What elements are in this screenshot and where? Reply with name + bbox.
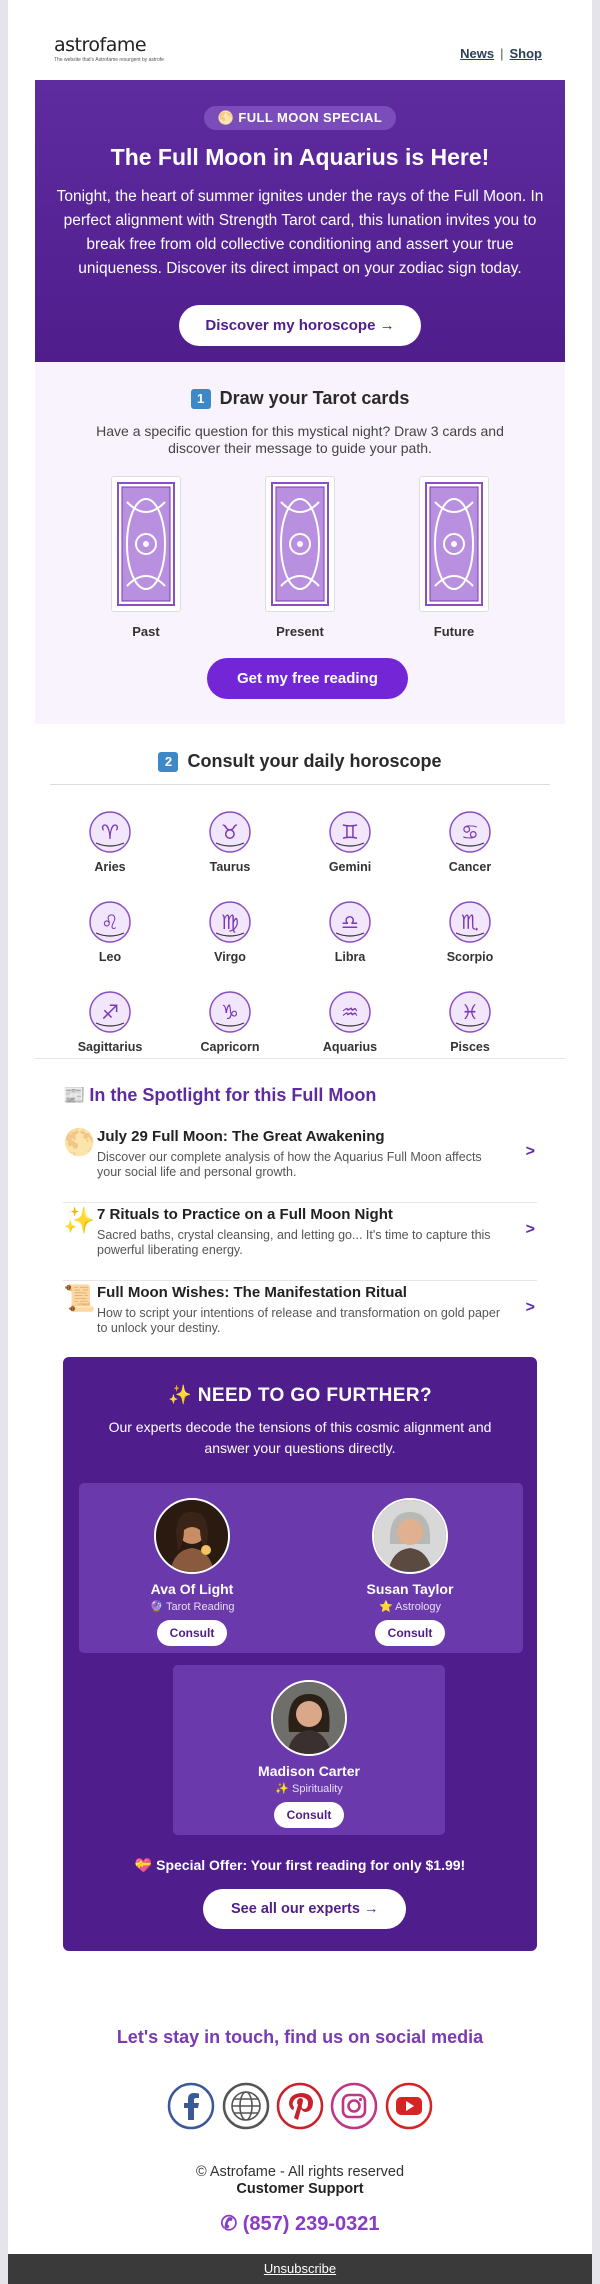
divider (35, 1058, 565, 1059)
svg-text:♎: ♎ (341, 910, 359, 934)
svg-text:♊: ♊ (341, 820, 359, 844)
unsubscribe-bar (8, 2254, 592, 2284)
article-title: 7 Rituals to Practice on a Full Moon Night (97, 1206, 393, 1223)
spotlight-title-text: In the Spotlight for this Full Moon (89, 1085, 377, 1105)
zodiac-sagittarius[interactable] (62, 989, 158, 1054)
svg-text:♉: ♉ (221, 820, 239, 844)
expert-card-madison (173, 1665, 445, 1835)
tarot-title-text: Draw your Tarot cards (219, 388, 410, 408)
expert-specialty: ⭐ Astrology (379, 1601, 441, 1613)
moon-icon: 🌕 (63, 1127, 96, 1157)
sparkles-icon: ✨ (63, 1205, 96, 1235)
zodiac-taurus[interactable] (182, 809, 278, 874)
expert-name: Madison Carter (258, 1763, 360, 1779)
expert-specialty: ✨ Spirituality (275, 1783, 343, 1795)
card-back-icon (265, 476, 335, 612)
article-desc: Discover our complete analysis of how the Aquarius Full Moon affects your social life and personal growth. (97, 1150, 482, 1179)
svg-text:♍: ♍ (221, 910, 239, 934)
zodiac-capricorn[interactable] (182, 989, 278, 1054)
card-label: Past (132, 624, 160, 639)
aquarius-icon (328, 989, 372, 1035)
gemini-icon (328, 809, 372, 855)
instagram-icon[interactable] (330, 2082, 378, 2130)
zodiac-cancer[interactable] (422, 809, 518, 874)
zodiac-name: Virgo (214, 950, 246, 964)
expert-name: Susan Taylor (366, 1581, 454, 1597)
zodiac-name: Aries (94, 860, 126, 874)
zodiac-name: Pisces (450, 1040, 490, 1054)
youtube-icon[interactable] (385, 2082, 433, 2130)
nav-news-link[interactable]: News (460, 46, 495, 61)
spotlight-section (63, 1085, 537, 1335)
aries-icon (88, 809, 132, 855)
zodiac-aquarius[interactable] (302, 989, 398, 1054)
number-one-icon: 1 (191, 389, 211, 409)
zodiac-scorpio[interactable] (422, 899, 518, 964)
chevron-right-icon[interactable]: > (525, 1221, 535, 1238)
article-desc: Sacred baths, crystal cleansing, and letting go... It's time to capture this powerful liberating energy. (97, 1228, 491, 1257)
expert-card-susan (297, 1483, 523, 1653)
article-title: July 29 Full Moon: The Great Awakening (97, 1128, 385, 1145)
scroll-icon: 📜 (63, 1283, 96, 1313)
cancer-icon (448, 809, 492, 855)
copyright: © Astrofame - All rights reserved (195, 2164, 405, 2180)
consult-button[interactable]: Consult (157, 1620, 228, 1646)
logo-tagline: The website that's Astrofame resurgent by astrofe (54, 57, 164, 63)
discover-horoscope-button[interactable]: Discover my horoscope → (179, 305, 420, 346)
svg-text:♓: ♓ (461, 1000, 479, 1024)
taurus-icon (208, 809, 252, 855)
email-container (8, 0, 592, 2284)
unsubscribe-link[interactable]: Unsubscribe (263, 2261, 337, 2276)
svg-text:♒: ♒ (341, 1000, 359, 1024)
zodiac-pisces[interactable] (422, 989, 518, 1054)
svg-text:♈: ♈ (101, 820, 119, 844)
free-reading-button[interactable]: Get my free reading (207, 658, 408, 699)
spotlight-title (63, 1085, 537, 1106)
expert-specialty: 🔮 Tarot Reading (149, 1601, 235, 1613)
nav-separator: | (500, 46, 504, 61)
zodiac-aries[interactable] (62, 809, 158, 874)
social-icons (8, 2082, 592, 2130)
leo-icon (88, 899, 132, 945)
nav-shop-link[interactable]: Shop (509, 46, 542, 61)
zodiac-virgo[interactable] (182, 899, 278, 964)
avatar (154, 1498, 230, 1574)
social-title: Let's stay in touch, find us on social media (116, 2027, 484, 2047)
experts-section (63, 1357, 537, 1951)
customer-support-label: Customer Support (236, 2181, 364, 2197)
chevron-right-icon[interactable]: > (525, 1299, 535, 1316)
pinterest-icon[interactable] (276, 2082, 324, 2130)
libra-icon (328, 899, 372, 945)
see-all-experts-button[interactable]: See all our experts → (203, 1889, 406, 1929)
sagittarius-icon (88, 989, 132, 1035)
special-offer: 💝 Special Offer: Your first reading for only $1.99! (134, 1857, 466, 1873)
section-divider (50, 784, 550, 785)
consult-button[interactable]: Consult (274, 1802, 345, 1828)
zodiac-name: Scorpio (446, 950, 494, 964)
tarot-title (35, 388, 565, 409)
tarot-card-present[interactable] (265, 476, 335, 639)
card-back-icon (111, 476, 181, 612)
expert-card-ava (79, 1483, 305, 1653)
consult-button[interactable]: Consult (375, 1620, 446, 1646)
hero-banner (35, 80, 565, 362)
header (8, 0, 592, 80)
horoscope-section (35, 725, 565, 1057)
svg-text:♌: ♌ (101, 910, 119, 934)
svg-text:♐: ♐ (101, 1000, 119, 1024)
logo[interactable] (54, 34, 164, 63)
chevron-right-icon[interactable]: > (525, 1143, 535, 1160)
zodiac-name: Cancer (448, 860, 492, 874)
support-phone-link[interactable]: ✆ (857) 239-0321 (220, 2213, 380, 2235)
capricorn-icon (208, 989, 252, 1035)
svg-text:♋: ♋ (461, 820, 479, 844)
card-label: Present (276, 624, 324, 639)
svg-text:♑: ♑ (221, 1000, 239, 1024)
svg-text:♏: ♏ (461, 910, 479, 934)
card-label: Future (433, 624, 475, 639)
zodiac-name: Sagittarius (77, 1040, 143, 1054)
article-rituals[interactable] (63, 1203, 537, 1281)
virgo-icon (208, 899, 252, 945)
hero-body: Tonight, the heart of summer ignites under the rays of the Full Moon. In perfect alignment with Strength Tarot card, this lunation invites you to break free from old collective conditioning and assert your true uniqueness. Discover its direct impact on your zodiac sign today. (56, 188, 544, 277)
top-nav (460, 46, 542, 61)
facebook-icon[interactable] (167, 2082, 215, 2130)
article-wishes[interactable] (63, 1281, 537, 1359)
article-desc: How to script your intentions of release and transformation on gold paper to unlock your destiny. (97, 1306, 501, 1335)
zodiac-name: Gemini (328, 860, 372, 874)
logo-text: astrofame (54, 34, 147, 56)
avatar (372, 1498, 448, 1574)
full-moon-badge: 🌕 FULL MOON SPECIAL (204, 106, 396, 130)
zodiac-libra[interactable] (302, 899, 398, 964)
scorpio-icon (448, 899, 492, 945)
avatar (271, 1680, 347, 1756)
footer-info (8, 2164, 592, 2198)
zodiac-name: Capricorn (200, 1040, 260, 1054)
zodiac-leo[interactable] (62, 899, 158, 964)
card-back-icon (419, 476, 489, 612)
zodiac-gemini[interactable] (302, 809, 398, 874)
article-full-moon[interactable] (63, 1125, 537, 1203)
expert-name: Ava Of Light (150, 1581, 234, 1597)
hero-title: The Full Moon in Aquarius is Here! (110, 144, 490, 170)
experts-title: ✨ NEED TO GO FURTHER? (168, 1385, 432, 1406)
experts-subtitle: Our experts decode the tensions of this cosmic alignment and answer your questions directly. (108, 1419, 492, 1456)
zodiac-name: Libra (334, 950, 366, 964)
horoscope-title (35, 751, 565, 772)
globe-icon[interactable] (222, 2082, 270, 2130)
zodiac-name: Aquarius (322, 1040, 378, 1054)
tarot-card-past[interactable] (111, 476, 181, 639)
horoscope-title-text: Consult your daily horoscope (187, 751, 442, 771)
newspaper-icon: 📰 (63, 1085, 86, 1105)
tarot-description: Have a specific question for this mystical night? Draw 3 cards and discover their message to guide your path. (96, 423, 504, 456)
zodiac-name: Leo (98, 950, 122, 964)
tarot-section (35, 362, 565, 724)
article-title: Full Moon Wishes: The Manifestation Ritual (97, 1284, 407, 1301)
zodiac-name: Taurus (209, 860, 251, 874)
pisces-icon (448, 989, 492, 1035)
tarot-card-future[interactable] (419, 476, 489, 639)
number-two-icon: 2 (158, 752, 178, 772)
